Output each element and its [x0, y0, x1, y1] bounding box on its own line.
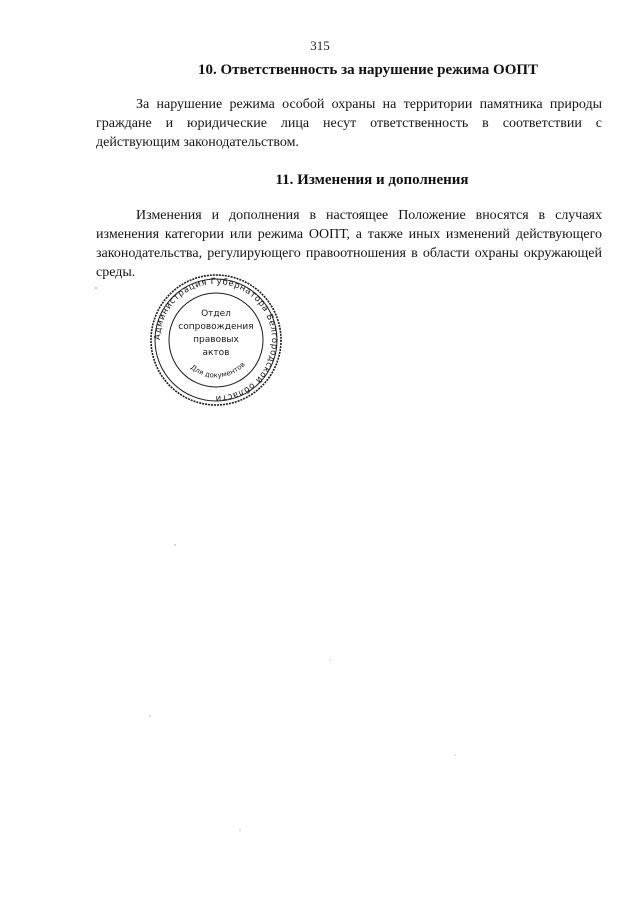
seal-center-line-2: сопровождения: [178, 322, 254, 332]
official-seal: [148, 272, 284, 408]
seal-center-line-1: Отдел: [201, 309, 231, 319]
seal-center-line-4: актов: [202, 348, 230, 358]
section-11-heading: 11. Изменения и дополнения: [275, 172, 469, 188]
page-number: 315: [310, 38, 330, 53]
seal-center-line-3: правовых: [193, 335, 239, 345]
section-11-text: Изменения и дополнения в настоящее Положение вносятся в случаях изменения категории или режима ООПТ, а также иных изменений действующего законодательства, регулирующего правоотношения в области охраны окружающей среды.: [96, 208, 602, 280]
section-10-text: За нарушение режима особой охраны на территории памятника природы граждане и юридические лица несут ответственность в соответствии с действующим законодательством.: [96, 97, 602, 150]
seal-outer-text: Администрация Губернатора Белгородской области: [152, 276, 280, 404]
seal-bottom-text: Для документов: [188, 360, 247, 380]
section-10-heading: 10. Ответственность за нарушение режима ООПТ: [197, 62, 539, 78]
